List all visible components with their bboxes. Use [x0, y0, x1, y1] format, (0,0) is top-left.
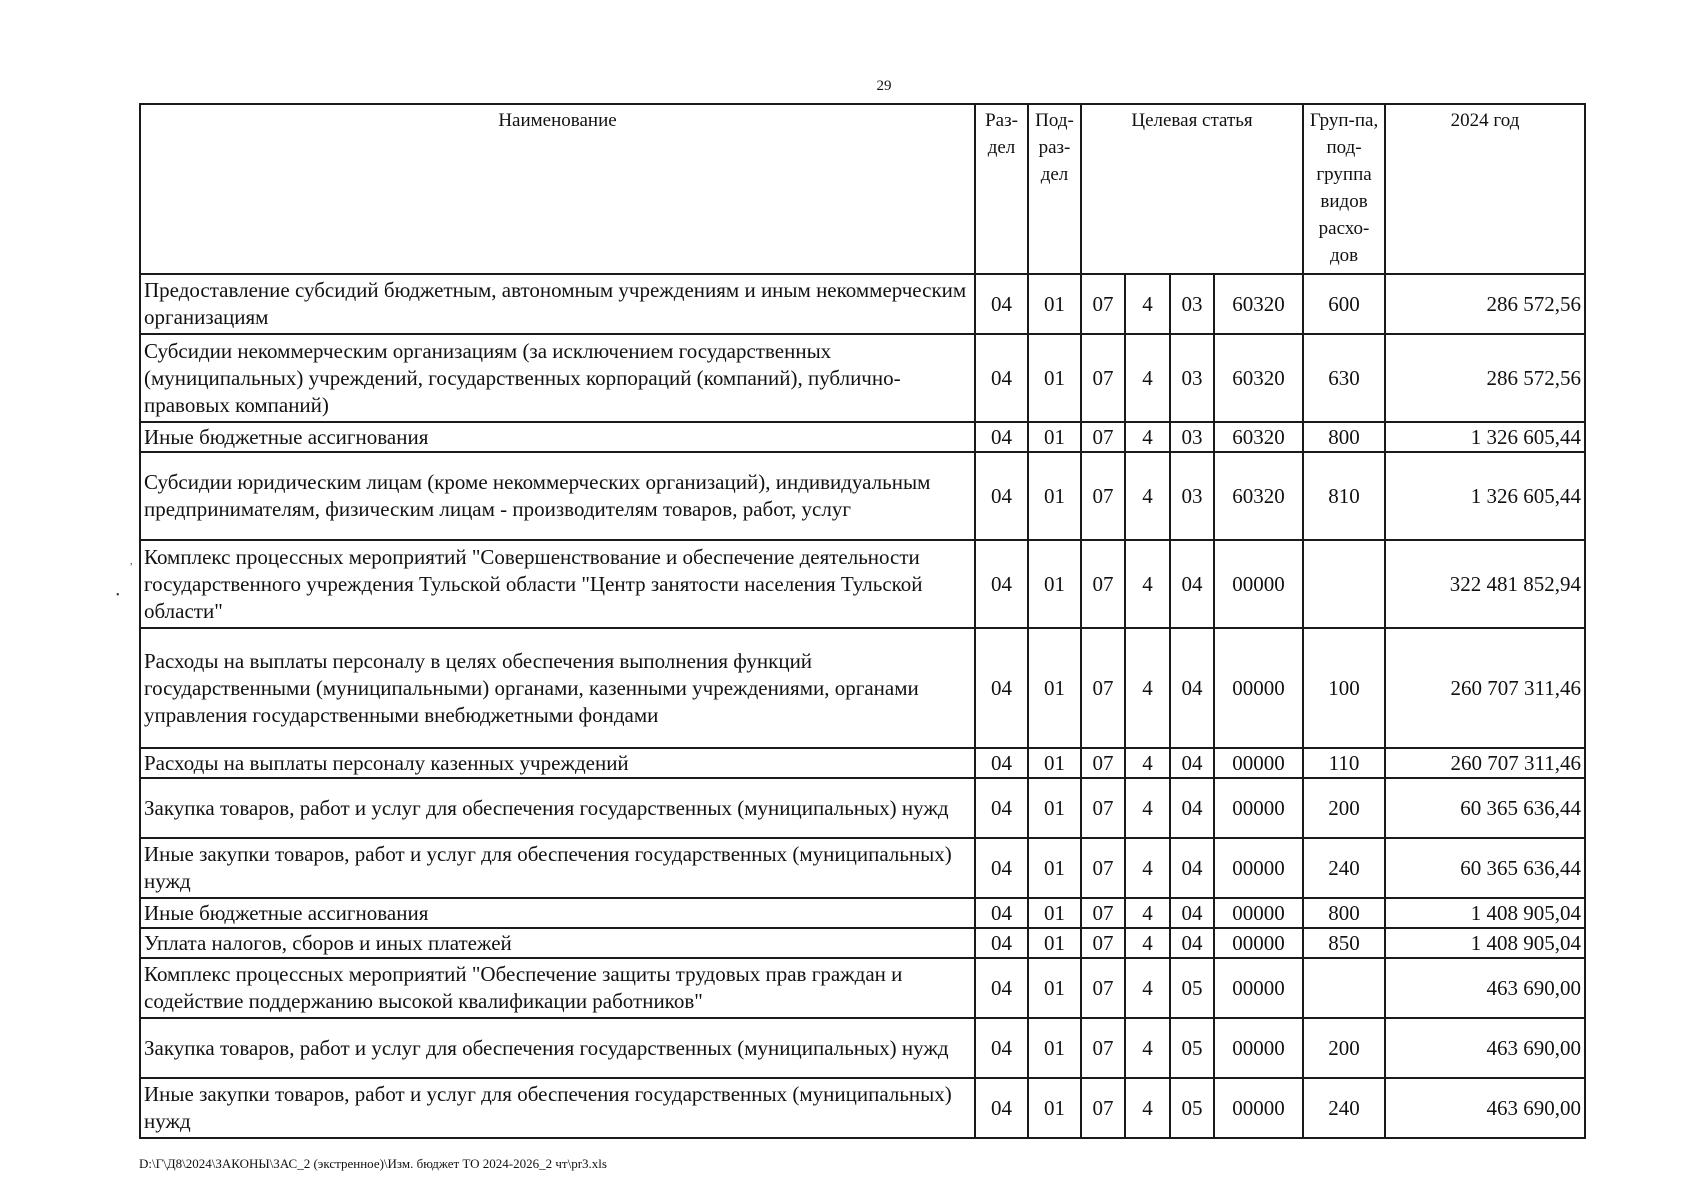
row-target-4: 00000 [1214, 540, 1303, 628]
row-target-1: 07 [1081, 452, 1125, 540]
row-target-4: 00000 [1214, 778, 1303, 838]
row-razdel: 04 [975, 540, 1028, 628]
header-podrazdel: Под-раз-дел [1028, 104, 1081, 274]
row-group: 810 [1303, 452, 1385, 540]
scan-speck: , [130, 556, 133, 567]
row-name: Комплекс процессных мероприятий "Обеспечение защиты трудовых прав граждан и содействие поддержанию высокой квалификации работников" [140, 958, 975, 1018]
row-group: 630 [1303, 334, 1385, 422]
header-year: 2024 год [1385, 104, 1585, 274]
row-target-3: 04 [1170, 778, 1214, 838]
row-target-3: 03 [1170, 274, 1214, 334]
row-target-2: 4 [1125, 540, 1170, 628]
row-target-4: 60320 [1214, 422, 1303, 452]
row-amount: 60 365 636,44 [1385, 778, 1585, 838]
table-row [140, 274, 1585, 334]
table-row [140, 778, 1585, 838]
row-razdel: 04 [975, 274, 1028, 334]
row-target-1: 07 [1081, 838, 1125, 898]
row-target-2: 4 [1125, 422, 1170, 452]
row-podrazdel: 01 [1028, 334, 1081, 422]
row-name: Закупка товаров, работ и услуг для обеспечения государственных (муниципальных) нужд [140, 1018, 975, 1078]
row-podrazdel: 01 [1028, 628, 1081, 748]
row-target-1: 07 [1081, 928, 1125, 958]
row-name: Предоставление субсидий бюджетным, автономным учреждениям и иным некоммерческим организациям [140, 274, 975, 334]
row-podrazdel: 01 [1028, 422, 1081, 452]
row-razdel: 04 [975, 748, 1028, 778]
row-amount: 322 481 852,94 [1385, 540, 1585, 628]
row-target-1: 07 [1081, 958, 1125, 1018]
row-podrazdel: 01 [1028, 748, 1081, 778]
row-target-1: 07 [1081, 1078, 1125, 1138]
row-target-1: 07 [1081, 778, 1125, 838]
row-group [1303, 540, 1385, 628]
row-target-2: 4 [1125, 928, 1170, 958]
row-target-3: 05 [1170, 958, 1214, 1018]
row-podrazdel: 01 [1028, 778, 1081, 838]
row-amount: 286 572,56 [1385, 274, 1585, 334]
row-podrazdel: 01 [1028, 898, 1081, 928]
row-target-2: 4 [1125, 1018, 1170, 1078]
header-target: Целевая статья [1081, 104, 1303, 274]
row-group: 800 [1303, 422, 1385, 452]
row-target-3: 04 [1170, 838, 1214, 898]
table-row [140, 628, 1585, 748]
row-target-2: 4 [1125, 334, 1170, 422]
row-group: 240 [1303, 838, 1385, 898]
row-name: Субсидии юридическим лицам (кроме некоммерческих организаций), индивидуальным предпринимателям, физическим лицам - производителям товаров, работ, услуг [140, 452, 975, 540]
table-row [140, 1078, 1585, 1138]
row-name: Комплекс процессных мероприятий "Совершенствование и обеспечение деятельности государственного учреждения Тульской области "Центр занятости населения Тульской области" [140, 540, 975, 628]
row-amount: 286 572,56 [1385, 334, 1585, 422]
row-target-1: 07 [1081, 1018, 1125, 1078]
row-razdel: 04 [975, 422, 1028, 452]
row-razdel: 04 [975, 838, 1028, 898]
table-header-row [140, 104, 1585, 274]
row-amount: 463 690,00 [1385, 1018, 1585, 1078]
row-group: 850 [1303, 928, 1385, 958]
budget-table [139, 103, 1586, 1139]
row-amount: 260 707 311,46 [1385, 748, 1585, 778]
row-amount: 1 408 905,04 [1385, 898, 1585, 928]
row-target-1: 07 [1081, 748, 1125, 778]
row-target-2: 4 [1125, 778, 1170, 838]
row-target-4: 60320 [1214, 452, 1303, 540]
row-target-4: 00000 [1214, 838, 1303, 898]
row-name: Иные закупки товаров, работ и услуг для обеспечения государственных (муниципальных) нужд [140, 838, 975, 898]
scan-speck: • [116, 590, 120, 601]
row-name: Иные закупки товаров, работ и услуг для обеспечения государственных (муниципальных) нужд [140, 1078, 975, 1138]
table-row [140, 1018, 1585, 1078]
row-target-3: 05 [1170, 1078, 1214, 1138]
row-podrazdel: 01 [1028, 274, 1081, 334]
row-group: 200 [1303, 1018, 1385, 1078]
table-row [140, 540, 1585, 628]
row-name: Уплата налогов, сборов и иных платежей [140, 928, 975, 958]
table-row [140, 958, 1585, 1018]
row-target-1: 07 [1081, 274, 1125, 334]
row-group: 110 [1303, 748, 1385, 778]
row-group: 240 [1303, 1078, 1385, 1138]
row-target-3: 03 [1170, 452, 1214, 540]
table-row [140, 838, 1585, 898]
row-name: Иные бюджетные ассигнования [140, 898, 975, 928]
table-row [140, 422, 1585, 452]
row-amount: 463 690,00 [1385, 958, 1585, 1018]
row-target-2: 4 [1125, 452, 1170, 540]
row-target-1: 07 [1081, 540, 1125, 628]
row-group: 800 [1303, 898, 1385, 928]
row-razdel: 04 [975, 928, 1028, 958]
row-target-2: 4 [1125, 898, 1170, 928]
row-name: Расходы на выплаты персоналу казенных учреждений [140, 748, 975, 778]
table-body [140, 274, 1585, 1138]
row-amount: 1 326 605,44 [1385, 422, 1585, 452]
row-name: Субсидии некоммерческим организациям (за исключением государственных (муниципальных) учреждений, государственных корпораций (компаний), публично-правовых компаний) [140, 334, 975, 422]
row-target-3: 04 [1170, 748, 1214, 778]
page-number: 29 [876, 78, 892, 94]
row-target-1: 07 [1081, 422, 1125, 452]
row-podrazdel: 01 [1028, 838, 1081, 898]
row-target-4: 60320 [1214, 334, 1303, 422]
header-razdel: Раз-дел [975, 104, 1028, 274]
row-podrazdel: 01 [1028, 452, 1081, 540]
row-group: 600 [1303, 274, 1385, 334]
row-target-2: 4 [1125, 274, 1170, 334]
row-target-2: 4 [1125, 838, 1170, 898]
header-group: Груп-па, под-группа видов расхо-дов [1303, 104, 1385, 274]
row-amount: 1 326 605,44 [1385, 452, 1585, 540]
row-target-4: 00000 [1214, 748, 1303, 778]
row-razdel: 04 [975, 1078, 1028, 1138]
row-target-3: 03 [1170, 334, 1214, 422]
row-target-4: 00000 [1214, 898, 1303, 928]
table-row [140, 452, 1585, 540]
row-amount: 60 365 636,44 [1385, 838, 1585, 898]
table-row [140, 334, 1585, 422]
row-target-1: 07 [1081, 334, 1125, 422]
table-row [140, 748, 1585, 778]
row-amount: 260 707 311,46 [1385, 628, 1585, 748]
row-target-4: 00000 [1214, 928, 1303, 958]
row-target-2: 4 [1125, 628, 1170, 748]
row-razdel: 04 [975, 334, 1028, 422]
row-target-4: 00000 [1214, 628, 1303, 748]
row-amount: 463 690,00 [1385, 1078, 1585, 1138]
row-target-3: 04 [1170, 540, 1214, 628]
row-razdel: 04 [975, 628, 1028, 748]
row-amount: 1 408 905,04 [1385, 928, 1585, 958]
row-target-1: 07 [1081, 898, 1125, 928]
row-podrazdel: 01 [1028, 540, 1081, 628]
row-podrazdel: 01 [1028, 928, 1081, 958]
row-name: Иные бюджетные ассигнования [140, 422, 975, 452]
row-group [1303, 958, 1385, 1018]
row-target-2: 4 [1125, 1078, 1170, 1138]
row-razdel: 04 [975, 958, 1028, 1018]
row-name: Расходы на выплаты персоналу в целях обеспечения выполнения функций государственными (муниципальными) органами, казенными учреждениями, органами управления государственными внебюджетными фондами [140, 628, 975, 748]
header-name: Наименование [140, 104, 975, 274]
row-target-4: 00000 [1214, 1078, 1303, 1138]
row-target-2: 4 [1125, 958, 1170, 1018]
row-razdel: 04 [975, 1018, 1028, 1078]
table-row [140, 928, 1585, 958]
table-row [140, 898, 1585, 928]
row-razdel: 04 [975, 452, 1028, 540]
row-razdel: 04 [975, 778, 1028, 838]
row-group: 200 [1303, 778, 1385, 838]
row-podrazdel: 01 [1028, 1018, 1081, 1078]
row-target-3: 05 [1170, 1018, 1214, 1078]
row-name: Закупка товаров, работ и услуг для обеспечения государственных (муниципальных) нужд [140, 778, 975, 838]
row-target-3: 04 [1170, 928, 1214, 958]
row-target-3: 04 [1170, 628, 1214, 748]
row-target-4: 60320 [1214, 274, 1303, 334]
row-podrazdel: 01 [1028, 1078, 1081, 1138]
row-podrazdel: 01 [1028, 958, 1081, 1018]
row-target-3: 04 [1170, 898, 1214, 928]
row-target-3: 03 [1170, 422, 1214, 452]
file-path-footer: D:\Г\Д8\2024\ЗАКОНЫ\ЗАС_2 (экстренное)\Изм. бюджет ТО 2024-2026_2 чт\pr3.xls [139, 1156, 607, 1171]
row-group: 100 [1303, 628, 1385, 748]
row-razdel: 04 [975, 898, 1028, 928]
row-target-1: 07 [1081, 628, 1125, 748]
row-target-4: 00000 [1214, 958, 1303, 1018]
row-target-2: 4 [1125, 748, 1170, 778]
row-target-4: 00000 [1214, 1018, 1303, 1078]
